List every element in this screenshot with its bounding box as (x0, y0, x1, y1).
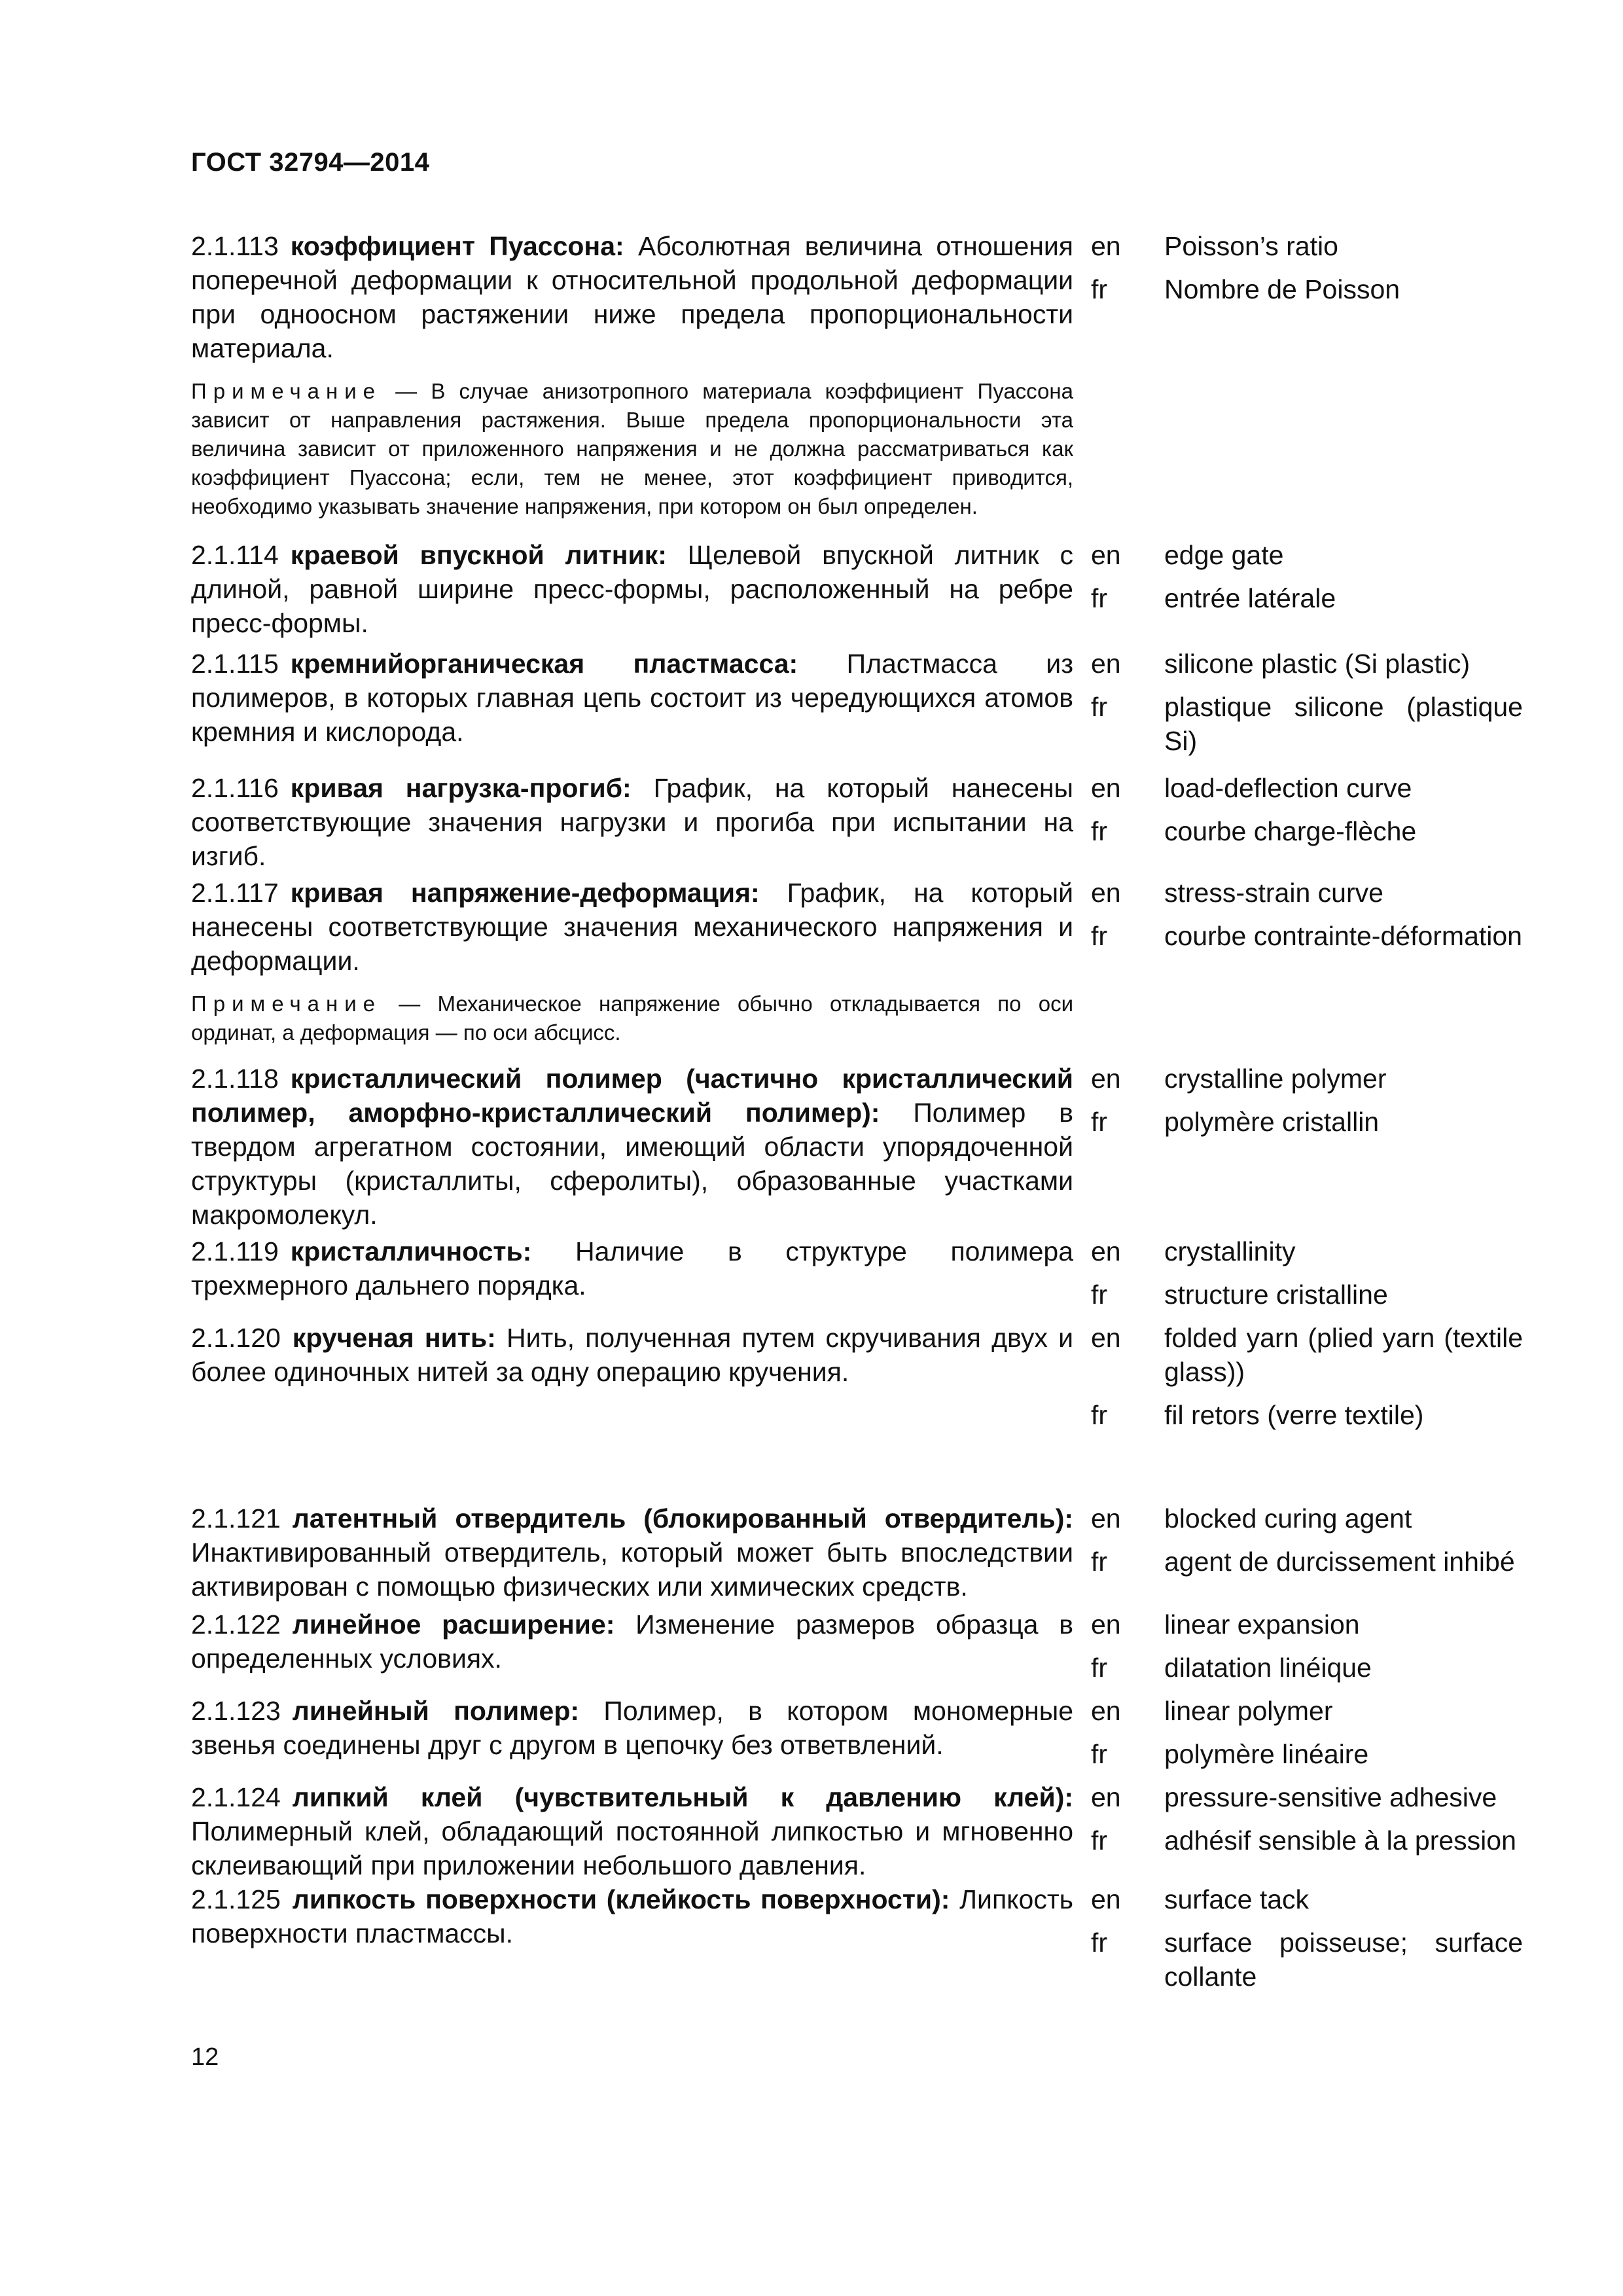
lang-code-en: en (1091, 1323, 1121, 1353)
lang-code-en: en (1091, 540, 1121, 570)
term-entry-2-1-124 (191, 1780, 1523, 1882)
term-title: кремнийорганическая пластмасса: (290, 649, 798, 679)
term-title: кривая напряжение-деформация: (290, 878, 760, 908)
translation-en: Poisson’s ratio (1164, 231, 1338, 261)
translation-en: folded yarn (plied yarn (textile glass)) (1164, 1323, 1523, 1387)
term-definition: Изменение размеров образца в определенных условиях. (191, 1609, 1073, 1674)
term-note (191, 990, 1073, 1047)
translation-fr: polymère linéaire (1164, 1739, 1369, 1769)
term-title: латентный отвердитель (блокированный отвердитель): (292, 1503, 1073, 1534)
lang-code-fr: fr (1091, 816, 1108, 846)
translation-en: surface tack (1164, 1884, 1310, 1914)
term-title: кривая нагрузка-прогиб: (290, 773, 632, 803)
entry-number: 2.1.125 (191, 1884, 281, 1914)
lang-code-fr: fr (1091, 1928, 1108, 1958)
document-code-header: ГОСТ 32794—2014 (191, 148, 430, 177)
term-definition: Полимер, в котором мономерные звенья соединены друг с другом в цепочку без ответвлений. (191, 1696, 1073, 1760)
term-definition: График, на который нанесены соответствующие значения механического напряжения и деформации. (191, 878, 1073, 976)
term-title: краевой впускной литник: (290, 540, 667, 570)
translation-en: edge gate (1164, 540, 1284, 570)
translation-en: linear polymer (1164, 1696, 1333, 1726)
translation-en: stress-strain curve (1164, 878, 1383, 908)
term-definition: Полимер в твердом агрегатном состоянии, имеющий области упорядоченной структуры (кристаллиты, сферолиты), образованные участками макромолекул. (191, 1098, 1073, 1230)
entry-number: 2.1.123 (191, 1696, 281, 1726)
term-definition: Полимерный клей, обладающий постоянной липкостью и мгновенно склеивающий при приложении небольшого давления. (191, 1816, 1073, 1880)
entry-number: 2.1.118 (191, 1064, 279, 1094)
term-entry-2-1-115 (191, 647, 1523, 767)
lang-code-en: en (1091, 1503, 1121, 1534)
entry-number: 2.1.114 (191, 540, 279, 570)
term-entry-2-1-117 (191, 876, 1523, 1047)
lang-code-fr: fr (1091, 1107, 1108, 1137)
translation-fr: polymère cristallin (1164, 1107, 1380, 1137)
lang-code-fr: fr (1091, 921, 1108, 951)
lang-code-en: en (1091, 1064, 1121, 1094)
translation-en: pressure-sensitive adhesive (1164, 1782, 1497, 1812)
term-title: липкий клей (чувствительный к давлению клей): (292, 1782, 1073, 1812)
lang-code-fr: fr (1091, 274, 1108, 304)
term-entry-2-1-125 (191, 1882, 1523, 2003)
term-entry-2-1-113 (191, 229, 1523, 521)
lang-code-fr: fr (1091, 583, 1108, 613)
lang-code-fr: fr (1091, 1653, 1108, 1683)
lang-code-en: en (1091, 231, 1121, 261)
term-title: линейное расширение: (292, 1609, 615, 1640)
term-definition: Наличие в структуре полимера трехмерного дальнего порядка. (191, 1236, 1073, 1300)
note-text: — В случае анизотропного материала коэффициент Пуассона зависит от направления растяжения. Выше предела пропорциональности эта величина зависит от приложенного напряжения и не должна рассматриваться как коэффициент Пуассона; если, тем не менее, этот коэффициент приводится, необходимо указывать значение напряжения, при котором он был определен. (191, 379, 1073, 518)
lang-code-en: en (1091, 878, 1121, 908)
translation-en: crystallinity (1164, 1236, 1296, 1266)
entry-number: 2.1.120 (191, 1323, 281, 1353)
term-title: коэффициент Пуассона: (290, 231, 624, 261)
translation-en: blocked curing agent (1164, 1503, 1412, 1534)
term-entry-2-1-123 (191, 1694, 1523, 1780)
lang-code-fr: fr (1091, 692, 1108, 722)
entry-number: 2.1.115 (191, 649, 279, 679)
lang-code-fr: fr (1091, 1400, 1108, 1430)
note-label: Примечание (191, 992, 382, 1016)
translation-en: silicone plastic (Si plastic) (1164, 649, 1471, 679)
entry-number: 2.1.117 (191, 878, 279, 908)
term-entry-2-1-120 (191, 1321, 1523, 1441)
lang-code-en: en (1091, 649, 1121, 679)
term-title: липкость поверхности (клейкость поверхности): (292, 1884, 950, 1914)
entry-number: 2.1.122 (191, 1609, 281, 1640)
lang-code-en: en (1091, 1609, 1121, 1640)
term-title: кристаллический полимер (частично кристаллический полимер, аморфно-кристаллический полимер): (191, 1064, 1073, 1128)
term-definition: График, на который нанесены соответствующие значения нагрузки и прогиба при испытании на изгиб. (191, 773, 1073, 871)
term-definition: Абсолютная величина отношения поперечной деформации к относительной продольной деформации при одноосном растяжении ниже предела пропорциональности материала. (191, 231, 1073, 363)
term-definition: Липкость поверхности пластмассы. (191, 1884, 1073, 1948)
translation-en: crystalline polymer (1164, 1064, 1387, 1094)
term-entry-2-1-114 (191, 538, 1523, 640)
lang-code-en: en (1091, 1236, 1121, 1266)
lang-code-en: en (1091, 1884, 1121, 1914)
term-definition: Пластмасса из полимеров, в которых главная цепь состоит из чередующихся атомов кремния и кислорода. (191, 649, 1073, 747)
entry-number: 2.1.119 (191, 1236, 279, 1266)
translation-fr: entrée latérale (1164, 583, 1336, 613)
translation-en: linear expansion (1164, 1609, 1360, 1640)
page-number: 12 (191, 2043, 219, 2071)
term-note (191, 377, 1073, 521)
entry-number: 2.1.113 (191, 231, 279, 261)
term-entry-2-1-119 (191, 1234, 1523, 1321)
translation-fr: courbe charge-flèche (1164, 816, 1417, 846)
term-title: кристалличность: (290, 1236, 532, 1266)
lang-code-fr: fr (1091, 1280, 1108, 1310)
translation-fr: courbe contrainte-déformation (1164, 921, 1522, 951)
note-label: Примечание (191, 379, 382, 403)
lang-code-fr: fr (1091, 1739, 1108, 1769)
term-definition: Нить, полученная путем скручивания двух и более одиночных нитей за одну операцию кручения. (191, 1323, 1074, 1387)
translation-fr: dilatation linéique (1164, 1653, 1372, 1683)
term-entry-2-1-118 (191, 1062, 1523, 1232)
terms-list (191, 229, 1523, 2003)
term-entry-2-1-116 (191, 771, 1523, 873)
translation-fr: fil retors (verre textile) (1164, 1400, 1424, 1430)
translation-fr: plastique silicone (plastique Si) (1164, 692, 1523, 756)
entry-number: 2.1.121 (191, 1503, 281, 1534)
lang-code-en: en (1091, 1696, 1121, 1726)
lang-code-fr: fr (1091, 1825, 1108, 1856)
translation-fr: structure cristalline (1164, 1280, 1388, 1310)
translation-fr: surface poisseuse; surface collante (1164, 1928, 1523, 1992)
translation-fr: adhésif sensible à la pression (1164, 1825, 1516, 1856)
translation-fr: Nombre de Poisson (1164, 274, 1400, 304)
term-entry-2-1-122 (191, 1607, 1523, 1694)
entry-number: 2.1.116 (191, 773, 279, 803)
note-text: — Механическое напряжение обычно откладывается по оси ординат, а деформация — по оси абсцисс. (191, 992, 1073, 1045)
translation-en: load-deflection curve (1164, 773, 1412, 803)
lang-code-en: en (1091, 773, 1121, 803)
entry-number: 2.1.124 (191, 1782, 281, 1812)
term-title: линейный полимер: (292, 1696, 580, 1726)
lang-code-fr: fr (1091, 1547, 1108, 1577)
term-title: крученая нить: (292, 1323, 496, 1353)
translation-fr: agent de durcissement inhibé (1164, 1547, 1515, 1577)
lang-code-en: en (1091, 1782, 1121, 1812)
term-entry-2-1-121 (191, 1501, 1523, 1604)
term-definition: Инактивированный отвердитель, который может быть впоследствии активирован с помощью физических или химических средств. (191, 1537, 1073, 1602)
term-definition: Щелевой впускной литник с длиной, равной ширине пресс-формы, расположенный на ребре пресс-формы. (191, 540, 1074, 638)
